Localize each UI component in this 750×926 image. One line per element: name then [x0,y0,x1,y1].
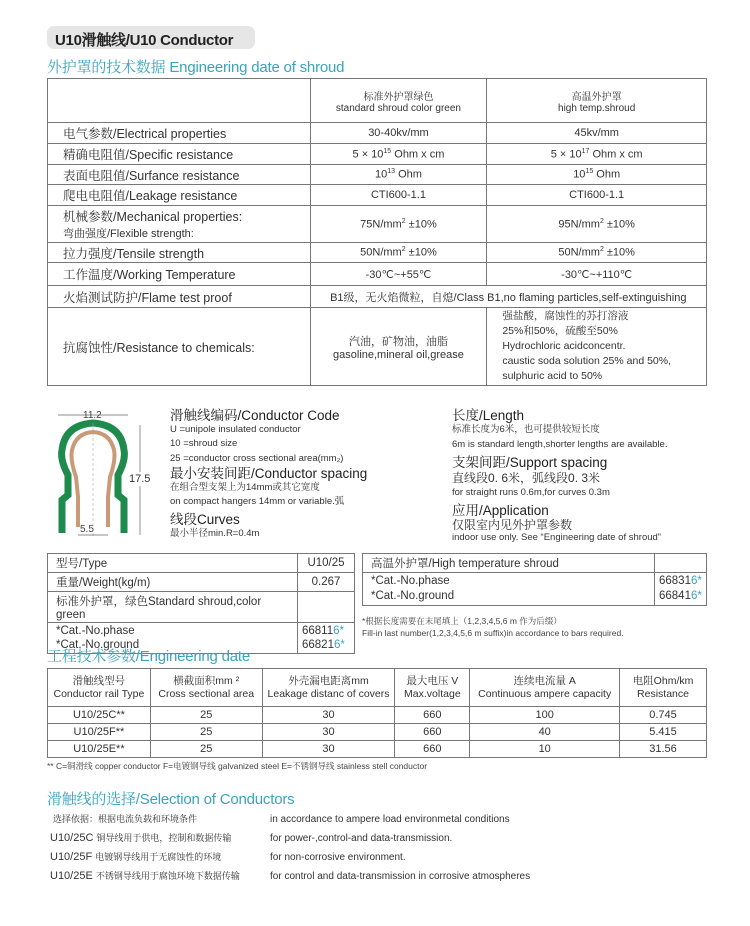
value-exponent: 2 [599,246,604,254]
standard-value: CTI600-1.1 [310,185,487,206]
selection-en: for non-corrosive environment. [270,852,406,863]
value-unit: Ohm x cm [391,148,445,161]
high-temp-value: 45kv/mm [487,123,707,144]
selection-en: for power-,control-and data-transmission. [270,833,453,844]
column-header-cn: 最大电压 V [406,674,459,687]
cat-no-ground-value: 668216* [302,639,345,651]
table-cell: 30 [262,741,395,758]
row-label [48,144,311,165]
application-title: 应用/Application [452,502,549,518]
selection-item [50,810,610,829]
application-line: 仅限室内见外护罩参数 [452,517,573,532]
selection-code: U10/25C [50,832,94,844]
table-cell: U10/25E** [48,741,151,758]
ht-cat-no-phase-label: *Cat.-No.phase [371,575,450,587]
selection-en: in accordance to ampere load environmetal conditions [270,814,510,825]
row-label-text: 工作温度/Working Temperature [63,268,236,282]
table-cell: 660 [395,707,470,724]
suffix-note-cn: *根据长度需要在末尾填上（1,2,3,4,5,6 m 作为后缀） [362,616,562,626]
table-row [48,206,707,243]
row-label-text: 精确电阻值/Specific resistance [63,148,234,162]
selection-cn: 电镀钢导线用于无腐蚀性的环境 [95,852,222,862]
row-label-text: 爬电电阻值/Leakage resistance [63,189,238,203]
suffix-note-en: Fill-in last number(1,2,3,4,5,6 m suffix)in accordance to bars required. [362,628,624,638]
value-unit: ±10% [405,218,437,231]
table-cell: 30 [262,707,395,724]
height-label: 17.5 [129,473,151,485]
standard-shroud-value [298,592,355,623]
weight-value: 0.267 [298,573,355,592]
page-title: U10滑触线/U10 Conductor [47,26,255,49]
value-exponent: 17 [581,147,590,155]
column-header-cn: 外壳漏电距离mm [288,674,369,687]
column-header-cn: 高温外护罩 [571,91,622,103]
row-label [48,165,311,185]
header-row [48,669,707,707]
row-label [48,206,311,243]
table-row [48,123,707,144]
standard-value [310,165,487,185]
row-label-text: 火焰测试防护/Flame test proof [63,290,232,305]
table-row [48,165,707,185]
table-cell: U10/25C** [48,707,151,724]
engineering-footnote: ** C=铜滑线 copper conductor F=电镀钢导线 galvanized steel E=不锈钢导线 stainless stell conductor [47,761,428,771]
code-line: U =unipole insulated conductor [170,424,301,435]
shroud-table [47,78,707,386]
value-unit: ±10% [405,246,437,259]
column-header-en: Max.voltage [404,687,461,700]
table-row [48,144,707,165]
cat-no-ground-label: *Cat.-No.ground [56,639,140,651]
chem-line: gasoline,mineral oil,grease [333,348,464,361]
selection-code: U10/25E [50,870,93,882]
selection-heading: 滑触线的选择/Selection of Conductors [47,791,295,808]
table-cell: 0.745 [620,707,707,724]
high-temp-value [487,144,707,165]
standard-value [310,144,487,165]
column-header-cn: 滑触线型号 [72,674,126,687]
conductor-code-block [170,408,440,540]
standard-value [310,243,487,263]
value-exponent: 15 [585,168,594,176]
spacing-line: on compact hangers 14mm or variable.弧 [170,496,345,507]
value-unit: Ohm [395,168,422,181]
column-header [310,79,487,123]
table-cell: 5.415 [620,724,707,741]
row-label [48,308,311,386]
chem-value [310,308,487,386]
type-value: U10/25 [298,554,355,573]
high-temp-value [487,243,707,263]
column-header [150,669,262,707]
support-line: for straight runs 0.6m,for curves 0.3m [452,487,610,498]
length-line: 标准长度为6米，也可提供较短长度 [452,424,600,435]
standard-shroud-label: 标准外护罩，绿色Standard shroud,color green [48,592,298,623]
selection-list [50,810,610,886]
curves-line: 最小半径min.R=0.4m [170,527,260,539]
row-label-text: 表面电阻值/Surfance resistance [63,168,240,183]
chem-line: 汽油，矿物油，油脂 [348,335,448,348]
column-header-en: Continuous ampere capacity [478,687,612,700]
row-label-text: 拉力强度/Tensile strength [63,246,205,261]
table-row [48,185,707,206]
ht-cat-no-ground-label: *Cat.-No.ground [371,590,455,602]
value-base: 95N/mm [558,218,600,231]
length-block [452,408,732,544]
width-label: 11.2 [83,410,102,421]
ht-cat-no-ground-value: 668416* [659,590,702,602]
value-exponent: 2 [401,217,406,225]
table-cell: 25 [150,707,262,724]
type-table [47,553,355,654]
column-header [620,669,707,707]
engineering-table [47,668,707,758]
value-base: 50N/mm [360,246,402,259]
cat-no-phase-value: 668116* [302,625,345,637]
value-base: 5 × 10 [550,148,582,161]
row-label [48,263,311,286]
high-temp-value: CTI600-1.1 [487,185,707,206]
chem-line: caustic soda solution 25% and 50%, [502,355,672,367]
column-header [487,79,707,123]
length-line: 6m is standard length,shorter lengths are available. [452,438,668,450]
selection-item [50,829,610,848]
shroud-heading: 外护罩的技术数据 Engineering date of shroud [47,59,345,76]
flame-value: B1级，无火焰微粒，自熄/Class B1,no flaming particles,self-extinguishing [310,286,706,308]
value-exponent: 13 [387,168,396,176]
column-header-cn: 连续电流量 A [513,674,576,687]
column-header [395,669,470,707]
selection-item [50,848,610,867]
column-header-en: high temp.shroud [558,102,636,114]
value-base: 10 [573,168,586,181]
table-row [48,707,707,724]
value-exponent: 2 [401,246,406,254]
value-unit: Ohm x cm [589,148,643,161]
chem-value [487,308,707,386]
conductor-code-title: 滑触线编码/Conductor Code [170,408,340,423]
table-cell: U10/25F** [48,724,151,741]
value-base: 50N/mm [558,246,600,259]
code-line: 25 =conductor cross sectional area(mm₂) [170,453,344,464]
value-exponent: 15 [383,147,392,155]
length-title: 长度/Length [452,408,525,423]
selection-code: U10/25F [50,851,93,863]
column-header [470,669,620,707]
column-header-cn: 电阻Ohm/km [632,674,694,687]
selection-item [50,867,610,886]
selection-cn: 铜导线用于供电，控制和数据传输 [96,833,232,843]
table-cell: 25 [150,724,262,741]
row-label-text: 电气参数/Electrical properties [63,127,227,141]
table-row [48,724,707,741]
value-unit: ±10% [603,246,635,259]
chem-line: Hydrochloric acidconcentr. [502,340,626,352]
spacing-line: 在组合型支架上为14mm或其它宽度 [170,481,320,493]
table-row [48,741,707,758]
high-temp-table [362,553,707,606]
row-label-text: 机械参数/Mechanical properties: [63,210,243,224]
row-label [48,185,311,206]
header-empty [48,79,311,123]
selection-cn: 不锈钢导线用于腐蚀环境下数据传输 [95,871,240,881]
standard-value: 30-40kv/mm [310,123,487,144]
suffix-note [362,615,624,639]
chem-line: sulphuric acid to 50% [502,370,603,382]
table-row [48,243,707,263]
table-cell: 40 [470,724,620,741]
cat-no-phase-label: *Cat.-No.phase [56,625,135,637]
column-header-cn: 横截面积mm ² [173,674,240,687]
application-line: indoor use only. See “Engineering date of shroud” [452,531,661,543]
table-cell: 10 [470,741,620,758]
spacing-title: 最小安装间距/Conductor spacing [170,465,368,481]
table-cell: 100 [470,707,620,724]
row-label-text: 抗腐蚀性/Resistance to chemicals: [63,340,255,355]
high-temp-value [487,206,707,243]
row-label [48,243,311,263]
value-exponent: 2 [599,217,604,225]
bottom-label: 5.5 [80,524,94,535]
selection-en: for control and data-transmission in corrosive atmospheres [270,871,531,882]
table-cell: 31.56 [620,741,707,758]
table-cell: 25 [150,741,262,758]
table-cell: 30 [262,724,395,741]
table-row [48,263,707,286]
ht-cat-no-phase-value: 668316* [659,575,702,587]
value-unit: Ohm [593,168,621,181]
high-temp-value [487,165,707,185]
column-header-en: Resistance [637,687,689,700]
support-title: 支架间距/Support spacing [452,455,608,470]
row-label [48,286,311,308]
value-unit: ±10% [603,218,635,231]
standard-value: -30℃~+55℃ [310,263,487,286]
chem-line: 25%和50%，硫酸至50% [502,325,618,337]
row-label-text: 弯曲强度/Flexible strength: [63,228,194,240]
table-row [48,308,707,386]
table-cell: 660 [395,741,470,758]
row-label [48,123,311,144]
chem-line: 强盐酸，腐蚀性的苏打溶液 [502,310,629,322]
table-cell: 660 [395,724,470,741]
value-base: 75N/mm [360,218,402,231]
table-row [48,286,707,308]
value-base: 5 × 10 [352,148,384,161]
support-line: 直线段0. 6米，弧线段0. 3米 [452,471,601,485]
weight-label: 重量/Weight(kg/m) [48,573,298,592]
standard-value [310,206,487,243]
code-line: 10 =shroud size [170,437,238,449]
column-header [48,669,151,707]
column-header-en: standard shroud color green [335,102,461,114]
column-header-en: Cross sectional area [158,687,255,700]
engineering-heading: 工程技术参数/Engineering date [47,648,250,665]
column-header-en: Leakage distanc of covers [267,687,390,700]
value-base: 10 [374,168,388,181]
high-temp-title: 高温外护罩/High temperature shroud [363,554,655,573]
curves-title: 线段Curves [170,511,240,527]
column-header-en: Conductor rail Type [53,687,145,700]
column-header [262,669,395,707]
selection-cn: 选择依据：根据电流负载和环境条件 [53,814,198,824]
high-temp-value: -30℃~+110℃ [487,263,707,286]
column-header-cn: 标准外护罩绿色 [363,91,434,103]
type-label: 型号/Type [48,554,298,573]
